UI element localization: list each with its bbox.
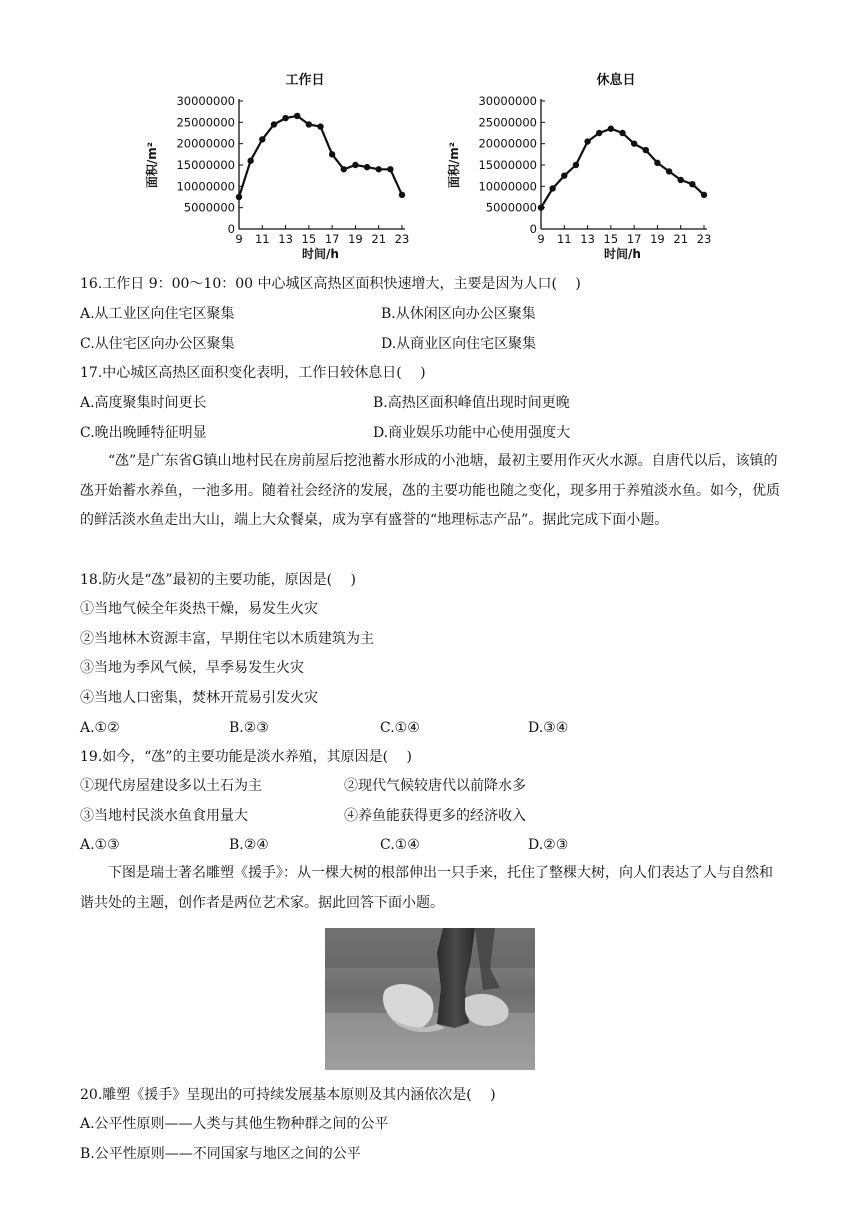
q18-option-d: D.③④ — [528, 720, 569, 736]
y-tick-label: 25000000 — [176, 115, 235, 130]
y-tick-label: 20000000 — [478, 136, 537, 151]
data-point — [549, 185, 555, 191]
q17-stem: 17.中心城区高热区面积变化表明，工作日较休息日( ) — [80, 365, 426, 381]
x-tick-label: 15 — [301, 232, 317, 246]
q16-option-d: D.从商业区向住宅区聚集 — [381, 336, 537, 352]
passage-sculpture: 下图是瑞士著名雕塑《援手》：从一棵大树的根部伸出一只手来，托住了整棵大树，向人们表达了人与自然和谐共处的主题，创作者是两位艺术家。据此回答下面小题。 — [80, 865, 773, 911]
data-point — [399, 192, 405, 198]
data-point — [561, 172, 567, 178]
data-point — [352, 162, 358, 168]
x-tick-label: 21 — [673, 232, 689, 246]
q19-statement-3: ③当地村民淡水鱼食用量大 — [80, 808, 248, 824]
x-tick-label: 13 — [580, 232, 595, 246]
data-point — [643, 147, 649, 153]
x-tick-label: 19 — [650, 232, 665, 246]
x-tick-label: 15 — [603, 232, 619, 246]
q20-option-a: A.公平性原则——人类与其他生物种群之间的公平 — [80, 1116, 389, 1132]
q18-option-c: C.①④ — [380, 720, 420, 736]
data-point — [282, 115, 288, 121]
q16-option-b: B.从休闲区向办公区聚集 — [381, 306, 536, 322]
q18-option-b: B.②③ — [229, 720, 269, 736]
passage-dang: “氹”是广东省G镇山地村民在房前屋后挖池蓄水形成的小池塘，最初主要用作灭火水源。自唐代以后，该镇的氹开始蓄水养鱼，一池多用。随着社会经济的发展，氹的主要功能也随之变化，现多用于养殖淡水鱼。如今，优质的鲜活淡水鱼走出大山，端上大众餐桌，成为享有盛誉的“地理标志产品”。据此完成下面小题。 — [80, 453, 780, 528]
q16-option-a: A.从工业区向住宅区聚集 — [80, 306, 235, 322]
q20-stem: 20.雕塑《援手》呈现出的可持续发展基本原则及其内涵依次是( ) — [80, 1087, 496, 1103]
q17-option-a: A.高度聚集时间更长 — [80, 395, 207, 411]
q18-option-a: A.①② — [80, 720, 120, 736]
q19-option-c: C.①④ — [380, 837, 420, 853]
data-point — [596, 130, 602, 136]
y-axis-label: 面积/m² — [447, 141, 461, 189]
y-tick-label: 25000000 — [478, 115, 537, 130]
data-point — [271, 121, 277, 127]
chart-title: 休息日 — [596, 73, 636, 88]
data-point — [294, 113, 300, 119]
x-axis-label: 时间/h — [302, 247, 339, 261]
x-tick-label: 17 — [626, 232, 642, 246]
q19-option-b: B.②④ — [229, 837, 269, 853]
line-charts — [0, 0, 860, 275]
data-point — [608, 126, 614, 132]
data-point — [247, 158, 253, 164]
q19-statement-1: ①现代房屋建设多以土石为主 — [80, 778, 262, 794]
q18-statement-4: ④当地人口密集，焚林开荒易引发火灾 — [80, 690, 318, 706]
data-point — [306, 121, 312, 127]
q19-statement-4: ④养鱼能获得更多的经济收入 — [344, 808, 526, 824]
data-point — [666, 168, 672, 174]
x-tick-label: 23 — [696, 232, 712, 246]
x-tick-label: 11 — [254, 232, 270, 246]
series-line — [541, 129, 704, 208]
q19-option-a: A.①③ — [80, 837, 120, 853]
data-point — [619, 130, 625, 136]
data-point — [387, 166, 393, 172]
data-point — [678, 177, 684, 183]
y-tick-label: 30000000 — [176, 94, 235, 108]
x-tick-label: 9 — [537, 232, 545, 246]
q16-stem: 16.工作日 9：00～10：00 中心城区高热区面积快速增大，主要是因为人口( ) — [80, 276, 581, 292]
sculpture-photo — [325, 928, 535, 1070]
x-tick-label: 21 — [371, 232, 387, 246]
q18-statement-3: ③当地为季风气候，旱季易发生火灾 — [80, 660, 304, 676]
y-tick-label: 0 — [529, 222, 537, 236]
data-point — [259, 136, 265, 142]
data-point — [341, 166, 347, 172]
q20-option-b: B.公平性原则——不同国家与地区之间的公平 — [80, 1146, 361, 1162]
data-point — [689, 181, 695, 187]
data-point — [654, 160, 660, 166]
q17-option-c: C.晚出晚睡特征明显 — [80, 425, 207, 441]
q17-option-d: D.商业娱乐功能中心使用强度大 — [373, 425, 571, 441]
y-tick-label: 20000000 — [176, 136, 235, 151]
y-tick-label: 15000000 — [176, 158, 235, 172]
data-point — [631, 140, 637, 146]
data-point — [236, 194, 242, 200]
q16-option-c: C.从住宅区向办公区聚集 — [80, 336, 235, 352]
data-point — [364, 164, 370, 170]
y-tick-label: 0 — [227, 222, 235, 236]
y-tick-label: 5000000 — [485, 200, 537, 215]
x-tick-label: 9 — [235, 232, 243, 246]
y-tick-label: 5000000 — [183, 200, 235, 215]
x-tick-label: 13 — [278, 232, 293, 246]
chart-restday — [446, 72, 711, 261]
q17-option-b: B.高热区面积峰值出现时间更晚 — [373, 395, 570, 411]
q18-statement-2: ②当地林木资源丰富，早期住宅以木质建筑为主 — [80, 631, 374, 647]
q18-statement-1: ①当地气候全年炎热干燥，易发生火灾 — [80, 601, 318, 617]
q19-stem: 19.如今，“氹”的主要功能是淡水养殖，其原因是( ) — [80, 749, 412, 765]
x-tick-label: 23 — [394, 232, 410, 246]
y-tick-label: 30000000 — [478, 94, 537, 108]
q19-statement-2: ②现代气候较唐代以前降水多 — [344, 778, 526, 794]
x-tick-label: 17 — [324, 232, 340, 246]
data-point — [573, 162, 579, 168]
x-axis-label: 时间/h — [604, 247, 641, 261]
data-point — [584, 138, 590, 144]
data-point — [376, 166, 382, 172]
y-axis-label: 面积/m² — [145, 141, 159, 189]
y-tick-label: 10000000 — [176, 179, 235, 194]
data-point — [317, 123, 323, 129]
data-point — [538, 204, 544, 210]
q19-option-d: D.②③ — [528, 837, 569, 853]
data-point — [329, 151, 335, 157]
x-tick-label: 19 — [348, 232, 363, 246]
y-tick-label: 15000000 — [478, 158, 537, 172]
chart-title: 工作日 — [285, 73, 325, 88]
q18-stem: 18.防火是“氹”最初的主要功能，原因是( ) — [80, 572, 356, 588]
chart-workday — [144, 72, 409, 261]
y-tick-label: 10000000 — [478, 179, 537, 194]
data-point — [701, 192, 707, 198]
x-tick-label: 11 — [556, 232, 572, 246]
